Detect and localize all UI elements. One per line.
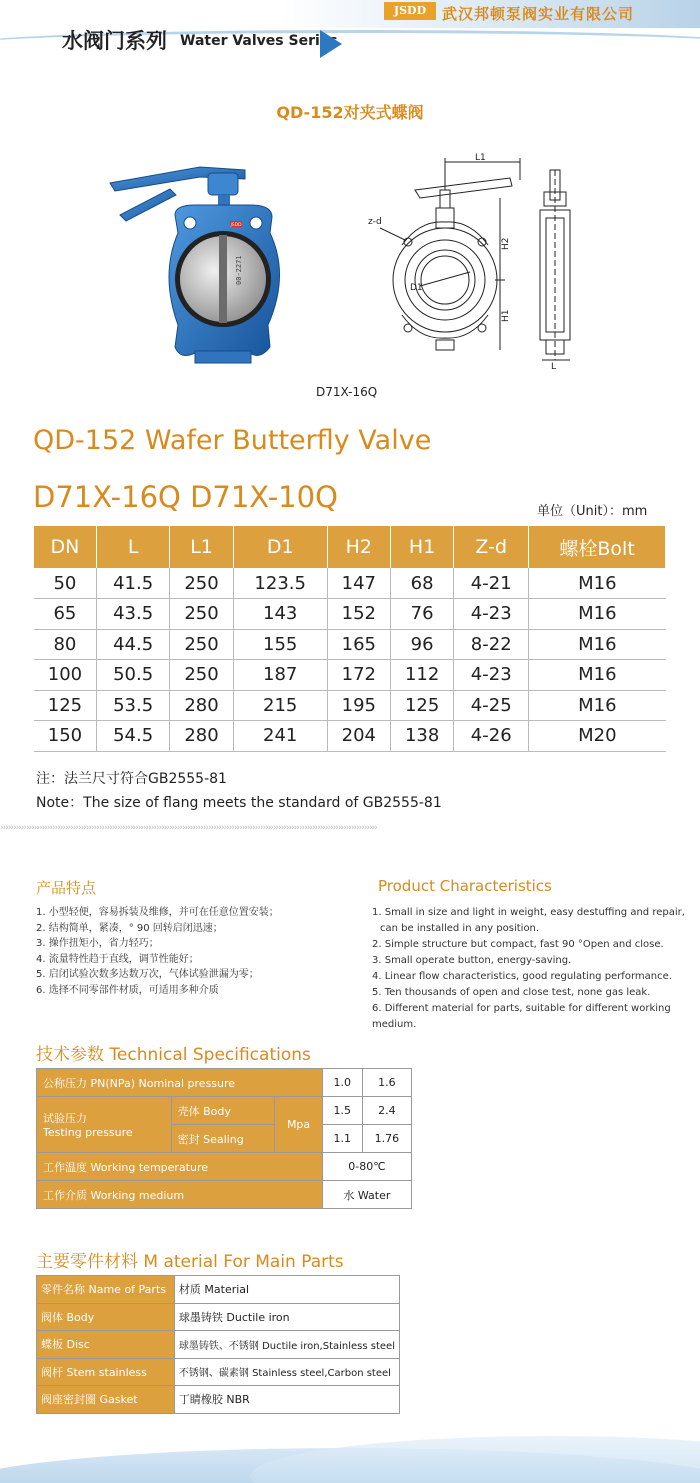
table-row bbox=[37, 1069, 412, 1097]
body-label: 壳体 Body bbox=[171, 1097, 275, 1125]
model-caption: D71X-16Q bbox=[316, 385, 378, 399]
features-title-cn: 产品特点 bbox=[36, 879, 97, 897]
header-arrow-icon bbox=[320, 30, 342, 58]
table-cell: 1.0 bbox=[322, 1069, 362, 1097]
table-cell: 球墨铸铁 Ductile iron bbox=[174, 1303, 399, 1331]
table-cell: 阀体 Body bbox=[37, 1303, 175, 1331]
table-cell: 50.5 bbox=[96, 660, 170, 691]
table-cell: 53.5 bbox=[96, 690, 170, 721]
list-item: can be installed in any position. bbox=[380, 923, 540, 934]
footer-wave-shape-2 bbox=[250, 1436, 700, 1483]
table-cell: 0-80℃ bbox=[322, 1153, 411, 1181]
table-row bbox=[34, 629, 666, 660]
table-cell: 1.1 bbox=[322, 1125, 362, 1153]
chevron-divider: ››››››››››››››››››››››››››››››››››››››››››››››››››››››››››››››››››››››››››››››››››››››››››››››››››››››››››››››››››››››››››››››››››››››››››››››››› bbox=[0, 823, 377, 833]
table-cell: 172 bbox=[327, 660, 390, 691]
unit-label: 单位（Unit）：mm bbox=[537, 504, 648, 519]
features-title-en: Product Characteristics bbox=[378, 877, 552, 895]
table-cell: 阀座密封圈 Gasket bbox=[37, 1386, 175, 1414]
note-cn: 注：法兰尺寸符合GB2555-81 bbox=[36, 771, 227, 787]
product-title: QD-152对夹式蝶阀 bbox=[276, 103, 424, 122]
table-cell: M20 bbox=[529, 721, 666, 752]
table-cell: M16 bbox=[529, 690, 666, 721]
table-cell: 4-23 bbox=[454, 660, 529, 691]
col-h1: H1 bbox=[390, 526, 453, 568]
company-logo: JSDD bbox=[384, 2, 436, 20]
table-cell: 1.5 bbox=[322, 1097, 362, 1125]
mpa-label: Mpa bbox=[275, 1097, 323, 1153]
testing-pressure-en: Testing pressure bbox=[43, 1126, 133, 1139]
sealing-label: 密封 Sealing bbox=[171, 1125, 275, 1153]
table-cell: 280 bbox=[170, 721, 233, 752]
table-row bbox=[34, 599, 666, 630]
list-item: 6. Different material for parts, suitable for different working medium. bbox=[372, 1003, 671, 1030]
table-cell: 65 bbox=[34, 599, 96, 630]
materials-table bbox=[36, 1275, 400, 1414]
table-cell: 250 bbox=[170, 599, 233, 630]
table-cell: 155 bbox=[233, 629, 327, 660]
col-l1: L1 bbox=[170, 526, 233, 568]
table-cell: 54.5 bbox=[96, 721, 170, 752]
table-cell: 50 bbox=[34, 568, 96, 599]
testing-pressure-label bbox=[37, 1097, 172, 1153]
table-cell: 1.76 bbox=[362, 1125, 411, 1153]
table-cell: 150 bbox=[34, 721, 96, 752]
list-item: 4. 流量特性趋于直线，调节性能好； bbox=[36, 953, 199, 965]
drawing-label-zd: z-d bbox=[368, 217, 382, 227]
drawing-label-l1: L1 bbox=[475, 153, 486, 163]
table-cell: 250 bbox=[170, 568, 233, 599]
table-cell: 250 bbox=[170, 629, 233, 660]
table-cell: 165 bbox=[327, 629, 390, 660]
table-cell: 123.5 bbox=[233, 568, 327, 599]
table-row bbox=[37, 1181, 412, 1209]
model-numbers: D71X-16Q D71X-10Q bbox=[33, 480, 338, 514]
table-row bbox=[34, 690, 666, 721]
table-cell: 4-21 bbox=[454, 568, 529, 599]
table-row bbox=[37, 1331, 400, 1359]
features-list-en bbox=[372, 905, 697, 1033]
company-name: 武汉邦顿泵阀实业有限公司 bbox=[442, 5, 635, 23]
list-item: 1. 小型轻便，容易拆装及维修，并可在任意位置安装； bbox=[36, 907, 279, 918]
list-item: 3. Small operate button, energy-saving. bbox=[372, 955, 572, 966]
table-cell: 1.6 bbox=[362, 1069, 411, 1097]
materials-title: 主要零件材料 M aterial For Main Parts bbox=[36, 1252, 344, 1272]
table-cell: M16 bbox=[529, 599, 666, 630]
table-cell: 44.5 bbox=[96, 629, 170, 660]
table-cell: 204 bbox=[327, 721, 390, 752]
table-cell: 138 bbox=[390, 721, 453, 752]
table-cell: 250 bbox=[170, 660, 233, 691]
list-item: 3. 操作扭矩小，省力轻巧； bbox=[36, 938, 159, 949]
table-cell: 丁睛橡胶 NBR bbox=[174, 1386, 399, 1414]
table-row bbox=[37, 1303, 400, 1331]
table-cell: 球墨铸铁、不锈钢 Ductile iron,Stainless steel bbox=[174, 1331, 399, 1359]
table-cell: 材质 Material bbox=[174, 1276, 399, 1304]
table-cell: 152 bbox=[327, 599, 390, 630]
table-cell: 125 bbox=[34, 690, 96, 721]
table-cell: 4-25 bbox=[454, 690, 529, 721]
table-row bbox=[37, 1358, 400, 1386]
table-cell: M16 bbox=[529, 629, 666, 660]
list-item: 2. Simple structure but compact, fast 90 °Open and close. bbox=[372, 939, 664, 950]
product-title-en: QD-152 Wafer Butterfly Valve bbox=[33, 425, 432, 456]
note-en: Note：The size of flang meets the standard of GB2555-81 bbox=[36, 795, 442, 811]
drawing-label-h2: H2 bbox=[501, 237, 511, 250]
table-row bbox=[37, 1097, 412, 1125]
table-cell: 8-22 bbox=[454, 629, 529, 660]
table-row bbox=[37, 1386, 400, 1414]
table-cell: 水 Water bbox=[322, 1181, 411, 1209]
table-cell: 阀杆 Stem stainless bbox=[37, 1358, 175, 1386]
brand-badge-text: JSDD bbox=[230, 223, 242, 228]
table-cell: 不锈钢、碳素钢 Stainless steel,Carbon steel bbox=[174, 1358, 399, 1386]
valve-technical-drawing bbox=[360, 150, 590, 375]
table-cell: 76 bbox=[390, 599, 453, 630]
table-cell: 100 bbox=[34, 660, 96, 691]
page-header bbox=[0, 0, 700, 70]
list-item: 5. 启闭试验次数多达数万次，气体试验泄漏为零； bbox=[36, 969, 259, 980]
table-cell: 125 bbox=[390, 690, 453, 721]
table-row bbox=[34, 568, 666, 599]
table-row bbox=[34, 721, 666, 752]
nominal-pressure-label: 公称压力 PN(NPa) Nominal pressure bbox=[37, 1069, 323, 1097]
valve-photo bbox=[100, 155, 290, 370]
table-cell: 80 bbox=[34, 629, 96, 660]
table-cell: 143 bbox=[233, 599, 327, 630]
table-row bbox=[37, 1153, 412, 1181]
col-d1: D1 bbox=[233, 526, 327, 568]
col-h2: H2 bbox=[327, 526, 390, 568]
dimensions-header-row bbox=[34, 526, 666, 568]
table-cell: 215 bbox=[233, 690, 327, 721]
table-cell: 147 bbox=[327, 568, 390, 599]
temperature-label: 工作温度 Working temperature bbox=[37, 1153, 323, 1181]
table-cell: 2.4 bbox=[362, 1097, 411, 1125]
table-cell: 4-26 bbox=[454, 721, 529, 752]
features-list-cn bbox=[36, 905, 279, 998]
table-cell: M16 bbox=[529, 660, 666, 691]
list-item: 5. Ten thousands of open and close test, none gas leak. bbox=[372, 987, 651, 998]
series-title-en: Water Valves Series bbox=[180, 33, 338, 49]
table-cell: 4-23 bbox=[454, 599, 529, 630]
col-dn: DN bbox=[34, 526, 96, 568]
medium-label: 工作介质 Working medium bbox=[37, 1181, 323, 1209]
table-row bbox=[34, 660, 666, 691]
list-item: 1. Small in size and light in weight, easy destuffing and repair, bbox=[372, 907, 685, 918]
col-zd: Z-d bbox=[454, 526, 529, 568]
table-cell: 41.5 bbox=[96, 568, 170, 599]
drawing-label-l: L bbox=[551, 362, 557, 372]
table-cell: 零件名称 Name of Parts bbox=[37, 1276, 175, 1304]
serial-number: 00-2271 bbox=[235, 255, 243, 285]
tech-specs-table bbox=[36, 1068, 412, 1209]
table-cell: M16 bbox=[529, 568, 666, 599]
table-cell: 187 bbox=[233, 660, 327, 691]
table-cell: 68 bbox=[390, 568, 453, 599]
table-cell: 43.5 bbox=[96, 599, 170, 630]
table-cell: 96 bbox=[390, 629, 453, 660]
testing-pressure-cn: 试验压力 bbox=[43, 1112, 87, 1125]
list-item: 2. 结构简单，紧凑，° 90 回转启闭迅速； bbox=[36, 922, 223, 934]
series-title-cn: 水阀门系列 bbox=[62, 29, 167, 53]
dimensions-table bbox=[34, 526, 666, 752]
table-cell: 112 bbox=[390, 660, 453, 691]
list-item: 6. 选择不同零部件材质，可适用多种介质 bbox=[36, 984, 219, 996]
table-cell: 280 bbox=[170, 690, 233, 721]
table-cell: 195 bbox=[327, 690, 390, 721]
list-item: 4. Linear flow characteristics, good regulating performance. bbox=[372, 971, 672, 982]
drawing-label-d1: D1 bbox=[410, 283, 423, 293]
table-row bbox=[37, 1276, 400, 1304]
drawing-label-h1: H1 bbox=[501, 309, 511, 322]
table-cell: 蝶板 Disc bbox=[37, 1331, 175, 1359]
table-cell: 241 bbox=[233, 721, 327, 752]
col-l: L bbox=[96, 526, 170, 568]
footer-wave bbox=[0, 1428, 700, 1483]
col-bolt: 螺栓Bolt bbox=[529, 526, 666, 568]
tech-specs-title: 技术参数 Technical Specifications bbox=[36, 1045, 311, 1065]
